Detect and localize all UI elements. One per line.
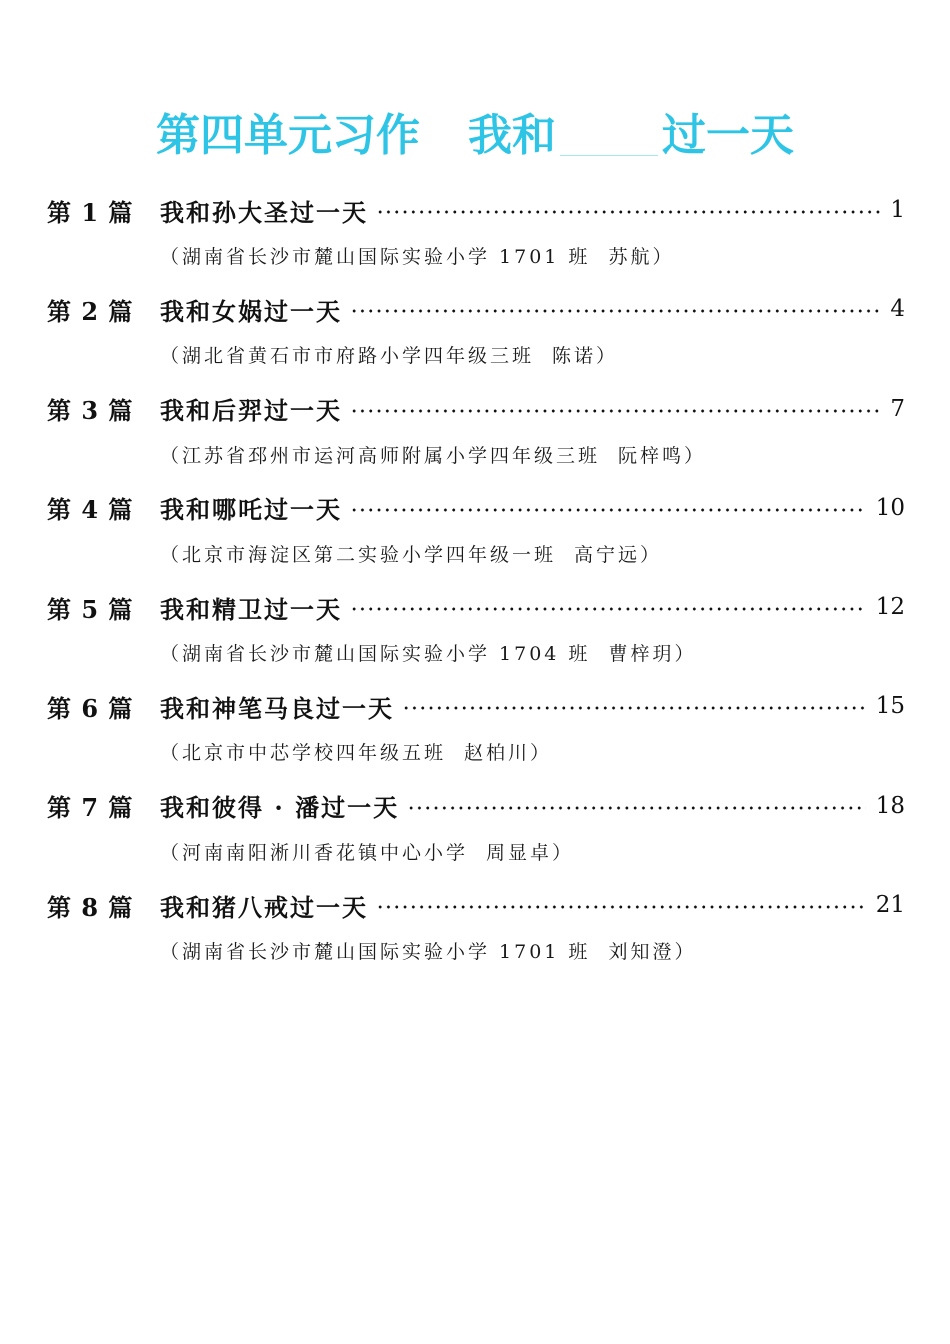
page-number: 12 [875, 594, 905, 621]
author-school: （湖南省长沙市麓山国际实验小学 1701 班 [160, 246, 591, 268]
entry-number: 第 7 篇 [47, 793, 134, 823]
toc-entry [47, 686, 905, 785]
entry-title: 我和彼得 · 潘过一天 [160, 793, 400, 823]
author-school: （北京市海淀区第二实验小学四年级一班 [160, 543, 557, 566]
toc-row[interactable] [47, 786, 905, 826]
entry-title: 我和神笔马良过一天 [160, 693, 394, 723]
entry-title: 我和猪八戒过一天 [160, 892, 368, 922]
author-school: （江苏省邳州市运河高师附属小学四年级三班 [160, 444, 601, 467]
author-name: 刘知澄） [608, 941, 697, 964]
entry-author [160, 242, 674, 269]
author-name: 阮梓鸣） [618, 444, 707, 467]
dot-leader [350, 508, 866, 512]
dot-leader [376, 210, 880, 214]
toc-row[interactable] [47, 885, 905, 925]
toc-row[interactable] [47, 190, 905, 230]
dot-leader [376, 905, 866, 909]
entry-number: 第 4 篇 [47, 495, 134, 525]
dot-leader [350, 409, 880, 413]
toc-entry [47, 786, 905, 885]
author-name: 周显卓） [486, 841, 575, 864]
entry-author [160, 540, 662, 567]
title-prefix: 我和 [468, 110, 556, 161]
toc-entry [47, 587, 905, 686]
entry-title: 我和女娲过一天 [160, 296, 342, 326]
author-name: 陈诺） [552, 345, 619, 368]
entry-number: 第 2 篇 [47, 296, 134, 326]
entry-title: 我和哪吒过一天 [160, 495, 342, 525]
toc-row[interactable] [47, 389, 905, 429]
author-school: （北京市中芯学校四年级五班 [160, 742, 447, 765]
entry-author [160, 441, 706, 468]
author-school: （湖南省长沙市麓山国际实验小学 1701 班 [160, 941, 591, 964]
entry-author [160, 639, 696, 666]
page-number: 15 [875, 693, 905, 720]
entry-title: 我和孙大圣过一天 [160, 197, 368, 227]
page-number: 7 [890, 395, 905, 422]
toc-row[interactable] [47, 686, 905, 726]
dot-leader [350, 607, 866, 611]
toc-entry [47, 190, 905, 289]
toc-row[interactable] [47, 488, 905, 528]
title-suffix: 过一天 [662, 110, 794, 161]
author-name: 赵柏川） [464, 742, 553, 765]
toc-row[interactable] [47, 587, 905, 627]
page-title [0, 108, 950, 164]
author-school: （湖南省长沙市麓山国际实验小学 1704 班 [160, 643, 591, 666]
entry-title: 我和精卫过一天 [160, 594, 342, 624]
author-school: （湖北省黄石市市府路小学四年级三班 [160, 345, 535, 368]
entry-number: 第 1 篇 [47, 197, 134, 227]
entry-author [160, 738, 552, 765]
title-blank [560, 111, 658, 156]
toc-entry [47, 289, 905, 388]
dot-leader [350, 309, 880, 313]
entry-number: 第 3 篇 [47, 396, 134, 426]
title-unit: 第四单元习作 [156, 110, 420, 161]
author-name: 曹梓玥） [608, 643, 697, 666]
author-name: 高宁远） [574, 543, 663, 566]
entry-author [160, 341, 618, 368]
dot-leader [407, 806, 866, 810]
page-number: 10 [875, 494, 905, 521]
author-name: 苏航） [608, 246, 675, 268]
page-number: 1 [890, 197, 905, 223]
page-number: 4 [890, 296, 905, 323]
toc-entry [47, 389, 905, 488]
entry-author [160, 937, 696, 964]
toc-entry [47, 488, 905, 587]
entry-title: 我和后羿过一天 [160, 396, 342, 426]
entry-number: 第 6 篇 [47, 693, 134, 723]
toc-entry [47, 885, 905, 984]
author-school: （河南南阳淅川香花镇中心小学 [160, 841, 469, 864]
entry-number: 第 8 篇 [47, 892, 134, 922]
table-of-contents [47, 190, 905, 984]
page-number: 18 [875, 792, 905, 819]
page-number: 21 [875, 892, 905, 919]
entry-number: 第 5 篇 [47, 594, 134, 624]
entry-author [160, 838, 574, 865]
toc-row[interactable] [47, 289, 905, 329]
dot-leader [402, 706, 866, 710]
